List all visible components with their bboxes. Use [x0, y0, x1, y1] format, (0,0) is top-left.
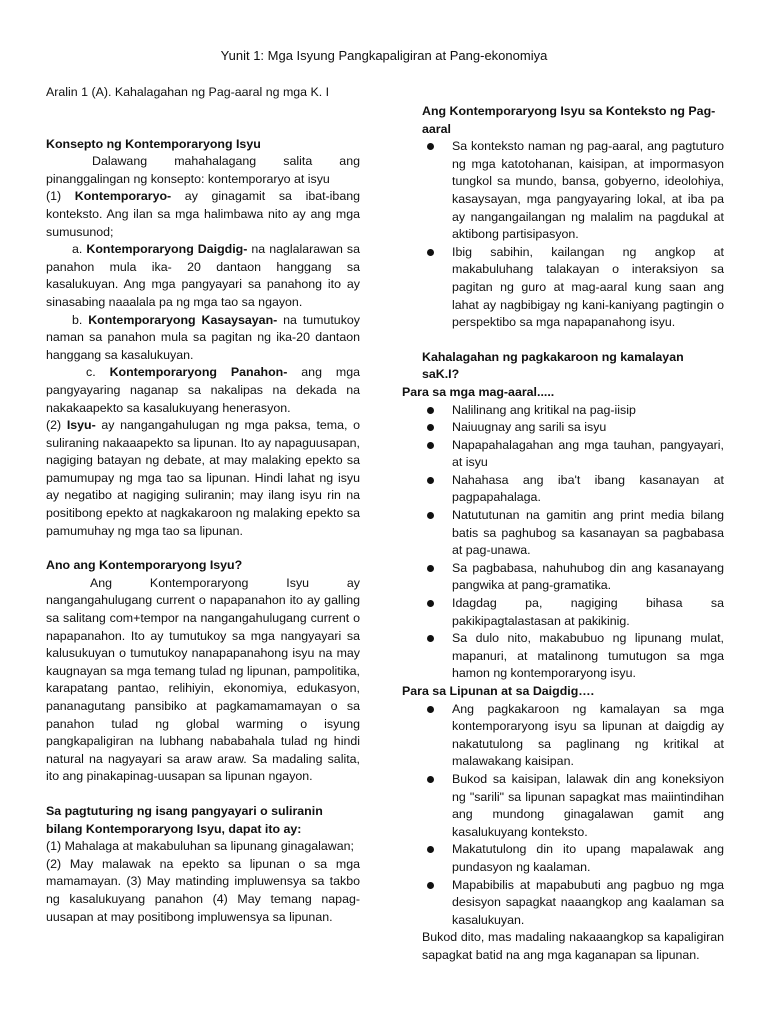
list-item: Bukod sa kaisipan, lalawak din ang koneksiyon ng "sarili" sa lipunan sapagkat mas maiintindihan ang mundong ginagalawan gamit ang kasalukuyang konteksto. — [402, 771, 724, 841]
criteria-rest: (2) May malawak na epekto sa lipunan o sa mga mamamayan. (3) May matinding impluwensya sa takbo ng kasalukuyang panahon (4) May temang napag-uusapan at may positibong impluwensya sa lipunan. — [46, 856, 360, 924]
lesson-heading: Aralin 1 (A). Kahalagahan ng Pag-aaral ng mga K. I — [46, 85, 330, 99]
ano-heading: Ano ang Kontemporaryong Isyu? — [46, 558, 243, 573]
context-list — [402, 138, 724, 332]
list-item: Mapabibilis at mapabubuti ang pagbuo ng mga desisyon sapagkat naaangkop ang kaalaman sa kasalukuyan. — [402, 877, 724, 930]
list-item: Natututunan na gamitin ang print media bilang batis sa paghubog sa kasanayan sa pagbabasa at pag-unawa. — [402, 507, 724, 560]
concept-intro: Dalawang mahahalagang salita ang pinanggalingan ng konsepto: kontemporaryo at isyu — [46, 154, 360, 186]
criteria-heading: Sa pagtuturing ng isang pangyayari o suliranin bilang Kontemporaryong Isyu, dapat ito ay: — [46, 803, 323, 836]
definition-isyu: (2) Isyu- ay nangangahulugan ng mga paksa, tema, o suliraning nakaaapekto sa lipunan. Ito ay napaguusapan, nagiging batayan ng debate, at may malaking epekto sa pamumupay ng mga tao sa lipunan. Hindi lahat ng isyu ay negatibo at nagiging suliranin; may ilang isyu rin na positibong epekto at nagkakaroon ng malaking epekto sa pamumuhay ng mga tao sa lipunan. — [46, 418, 360, 538]
concept-heading: Konsepto ng Kontemporaryong Isyu — [46, 136, 261, 151]
ano-text: Ang Kontemporaryong Isyu ay nangangahulugang current o napapanahon ito ay galling sa salitang com+tempor na nangangahulugang current o napapanahon. Ito ay tumutukoy sa mga nangyayari sa kalusukuyan o tumutukoy nanapapanahong isyu na may kaugnayan sa mga temang tulad ng lipunan, pampolitika, karapatang pantao, relihiyin, ekonomiya, edukasyon, pananagutang pansibiko at pagkamamamayan o sa panahon tulad ng global warming o isyung pangkapaligiran na lubhang nababahala tulad ng hindi natural na nagyayari sa araw araw. Sa madaling salita, ito ang pinakapinag-uusapan sa lipunan ngayon. — [46, 575, 360, 784]
example-kasaysayan: b. Kontemporaryong Kasaysayan- na tumutukoy naman sa panahon mula sa pagitan ng ika-20 dantaon hanggang sa kasalukuyan. — [46, 312, 360, 362]
criteria-1: (1) Mahalaga at makabuluhan sa lipunang ginagalawan; — [46, 839, 354, 854]
list-item: Ang pagkakaroon ng kamalayan sa mga kontemporaryong isyu sa lipunan at daigdig ay nakatutulong sa paglinang ng kritikal at malawakang kaisipan. — [402, 701, 724, 771]
students-list — [402, 402, 724, 684]
list-item: Nahahasa ang iba't ibang kasanayan at pagpapahalaga. — [402, 472, 724, 507]
list-item: Ibig sabihin, kailangan ng angkop at makabuluhang talakayan o interaksiyon sa pagitan ng guro at mag-aaral kung saan ang lahat ay nagbibigay ng kani-kaniyang pagtingin o perspektibo sa mga napapanahong isyu. — [402, 244, 724, 332]
society-list — [402, 701, 724, 930]
students-heading: Para sa mga mag-aaral..... — [402, 384, 555, 399]
list-item: Napapahalagahan ang mga tauhan, pangyayari, at isyu — [402, 437, 724, 472]
closing-text: Bukod dito, mas madaling nakaaangkop sa kapaligiran sapagkat batid na ang mga kaganapan sa lipunan. — [422, 930, 724, 962]
page-title: Yunit 1: Mga Isyung Pangkapaligiran at Pang-ekonomiya — [220, 48, 548, 63]
definition-kontemporaryo: (1) Kontemporaryo- ay ginagamit sa ibat-ibang konteksto. Ang ilan sa mga halimbawa nito ay ang mga sumusunod; — [46, 189, 360, 239]
context-heading: Ang Kontemporaryong Isyu sa Konteksto ng Pag-aaral — [422, 104, 716, 136]
society-heading: Para sa Lipunan at sa Daigdig…. — [402, 684, 595, 698]
list-item: Sa konteksto naman ng pag-aaral, ang pagtuturo ng mga katotohanan, kaisipan, at impormasyon tungkol sa mundo, bansa, gobyerno, ideolohiya, kasaysayan, mga pangyayaring lokal, at iba pa ay nangangailangan ng malalim na pagdukal at aktibong partisipasyon. — [402, 138, 724, 244]
list-item: Sa dulo nito, makabubuo ng lipunang mulat, mapanuri, at matalinong tumutugon sa mga hamon ng kontemporaryong isyu. — [402, 630, 724, 683]
left-column — [46, 84, 360, 926]
right-column — [402, 103, 724, 965]
importance-heading: Kahalagahan ng pagkakaroon ng kamalayan saK.I? — [422, 349, 684, 382]
example-panahon: c. Kontemporaryong Panahon- ang mga pangyayaring naganap sa nakalipas na dekada na nakakaapekto sa kasalukuyang henerasyon. — [46, 365, 360, 415]
list-item: Nalilinang ang kritikal na pag-iisip — [402, 402, 724, 420]
list-item: Makatutulong din ito upang mapalawak ang pundasyon ng kaalaman. — [402, 841, 724, 876]
example-daigdig: a. Kontemporaryong Daigdig- na naglalarawan sa panahon mula ika- 20 dantaon hanggang sa kasalukuyan. Ang mga pangyayari sa panahong ito ay sinasabing naaalala pa ng mga tao sa ngayon. — [46, 242, 361, 309]
list-item: Sa pagbabasa, nahuhubog din ang kasanayang pangwika at pang-gramatika. — [402, 560, 724, 595]
list-item: Naiuugnay ang sarili sa isyu — [402, 419, 724, 437]
list-item: Idagdag pa, nagiging bihasa sa pakikipagtalastasan at pakikinig. — [402, 595, 724, 630]
